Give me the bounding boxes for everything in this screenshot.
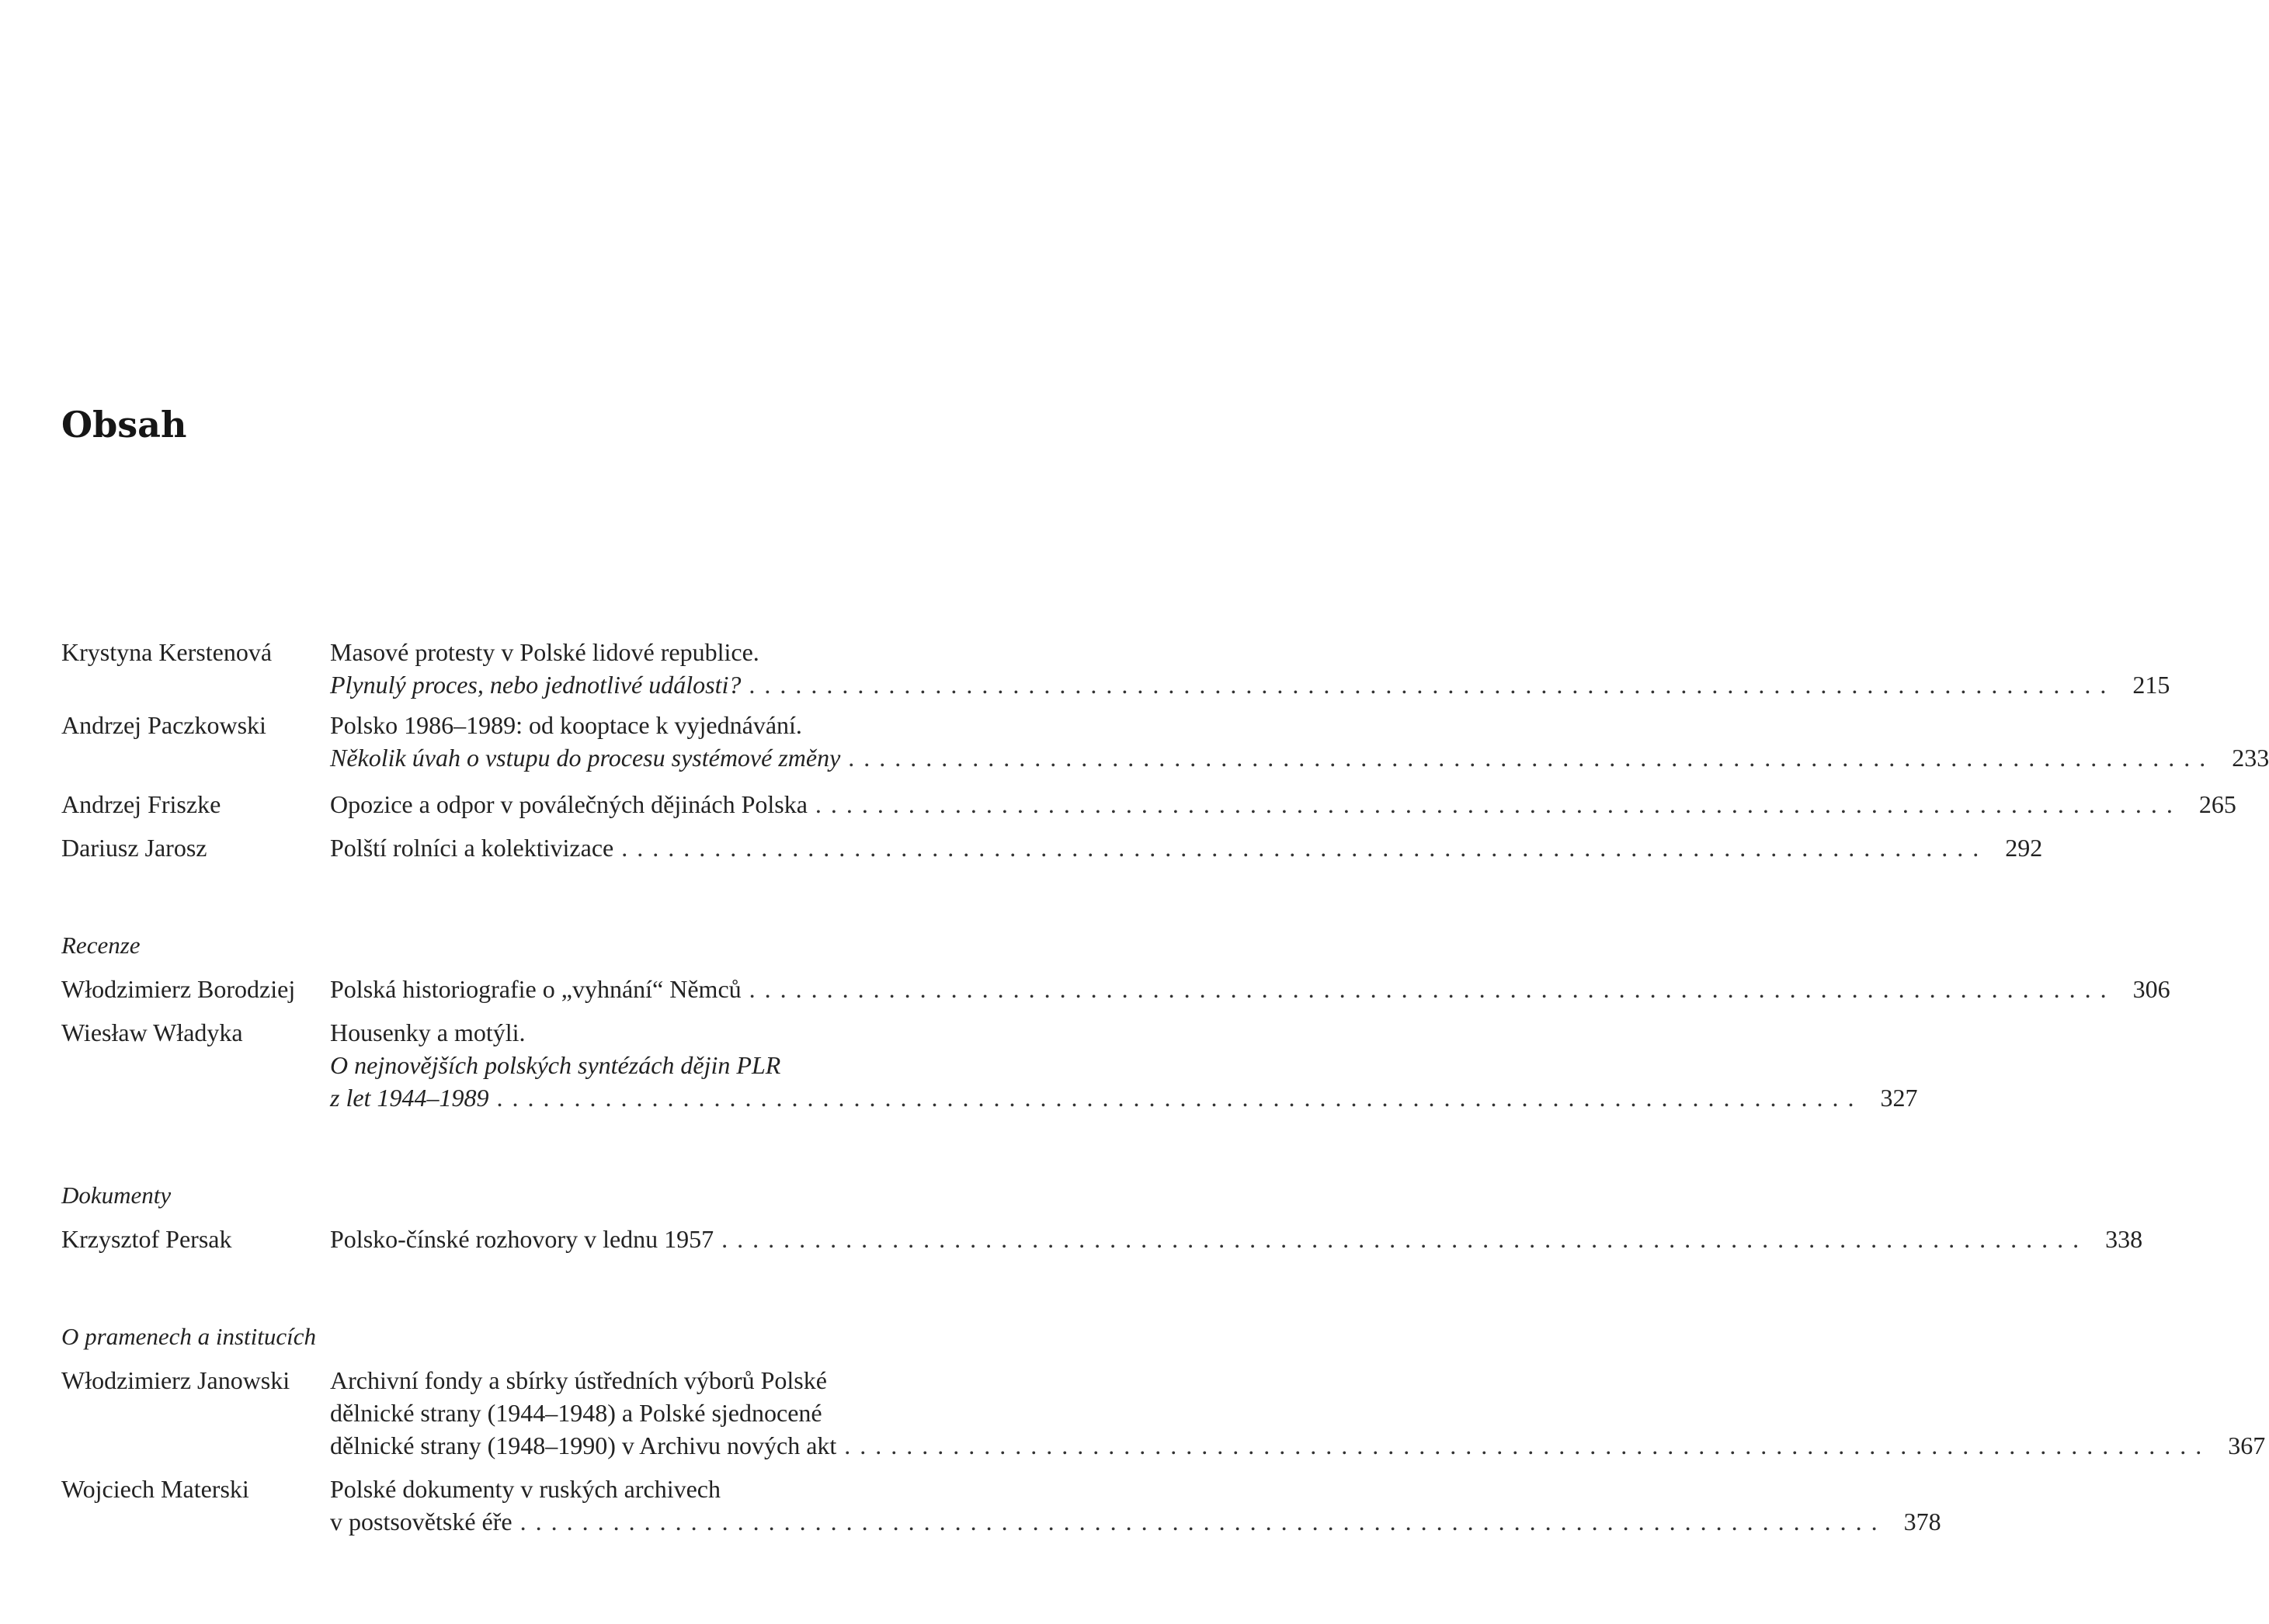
dot-leader: ........................................................................................	[721, 1225, 2089, 1253]
dot-leader: ........................................................................................	[621, 834, 1989, 862]
toc-author: Dariusz Jarosz	[61, 834, 207, 862]
dot-leader: ........................................................................................	[519, 1508, 1887, 1536]
toc-title-line: Archivní fondy a sbírky ústředních výborů Polské	[330, 1366, 827, 1394]
toc-page-number: 378	[1903, 1508, 1941, 1536]
toc-author: Andrzej Friszke	[61, 790, 221, 818]
toc-title-last-line	[330, 1431, 2266, 1460]
toc-page-number: 367	[2228, 1431, 2266, 1459]
toc-title-last-line	[330, 1508, 1941, 1536]
toc-title-text: Opozice a odpor v poválečných dějinách Polska	[330, 790, 808, 818]
toc-title-last-line	[330, 790, 2236, 819]
toc-title-line: Polsko 1986–1989: od kooptace k vyjednávání.	[330, 711, 802, 739]
toc-title-text: v postsovětské éře	[330, 1508, 513, 1536]
toc-author: Włodzimierz Janowski	[61, 1366, 290, 1394]
toc-title-line: Masové protesty v Polské lidové republice.	[330, 638, 759, 666]
toc-page-number: 292	[2005, 834, 2043, 862]
section-heading-dokumenty: Dokumenty	[61, 1182, 172, 1209]
dot-leader: ........................................................................................	[815, 790, 2182, 818]
toc-title-last-line	[330, 834, 2043, 862]
toc-title-text: dělnické strany (1948–1990) v Archivu nových akt	[330, 1431, 837, 1459]
toc-author: Krzysztof Persak	[61, 1225, 232, 1253]
dot-leader: ........................................................................................	[848, 744, 2215, 772]
toc-author: Wiesław Władyka	[61, 1018, 243, 1046]
toc-title-text: Polská historiografie o „vyhnání“ Němců	[330, 975, 742, 1003]
toc-title-text: Polsko-čínské rozhovory v lednu 1957	[330, 1225, 714, 1253]
toc-page-number: 265	[2198, 790, 2236, 818]
toc-title-last-line	[330, 744, 2269, 772]
toc-title-text: Několik úvah o vstupu do procesu systémové změny	[330, 744, 841, 772]
dot-leader: ........................................................................................	[749, 671, 2116, 699]
toc-page-number: 306	[2132, 975, 2170, 1003]
toc-author: Andrzej Paczkowski	[61, 711, 266, 739]
toc-title-last-line	[330, 1225, 2143, 1254]
toc-author: Włodzimierz Borodziej	[61, 975, 296, 1003]
toc-page-number: 215	[2132, 671, 2170, 699]
toc-page-number: 327	[1880, 1084, 1918, 1112]
dot-leader: ........................................................................................	[749, 975, 2116, 1003]
toc-title-last-line	[330, 671, 2170, 699]
section-heading-recenze: Recenze	[61, 932, 141, 959]
dot-leader: ........................................................................................	[844, 1431, 2212, 1459]
toc-title-last-line	[330, 1084, 1918, 1112]
toc-title-last-line	[330, 975, 2170, 1004]
toc-title-line: Housenky a motýli.	[330, 1018, 526, 1046]
toc-title-line: Polské dokumenty v ruských archivech	[330, 1475, 721, 1503]
toc-author: Krystyna Kerstenová	[61, 638, 273, 666]
dot-leader: ........................................................................................	[496, 1084, 1864, 1112]
toc-title-text: z let 1944–1989	[330, 1084, 489, 1112]
page-title: Obsah	[61, 404, 187, 446]
toc-title-text: Polští rolníci a kolektivizace	[330, 834, 614, 862]
toc-page-number: 338	[2105, 1225, 2143, 1253]
toc-page-number: 233	[2232, 744, 2269, 772]
section-heading-prameny: O pramenech a institucích	[61, 1323, 317, 1350]
toc-author: Wojciech Materski	[61, 1475, 249, 1503]
toc-title-line: dělnické strany (1944–1948) a Polské sjednocené	[330, 1399, 822, 1427]
toc-title-text: Plynulý proces, nebo jednotlivé události?	[330, 671, 742, 699]
toc-title-line: O nejnovějších polských syntézách dějin PLR	[330, 1051, 781, 1079]
